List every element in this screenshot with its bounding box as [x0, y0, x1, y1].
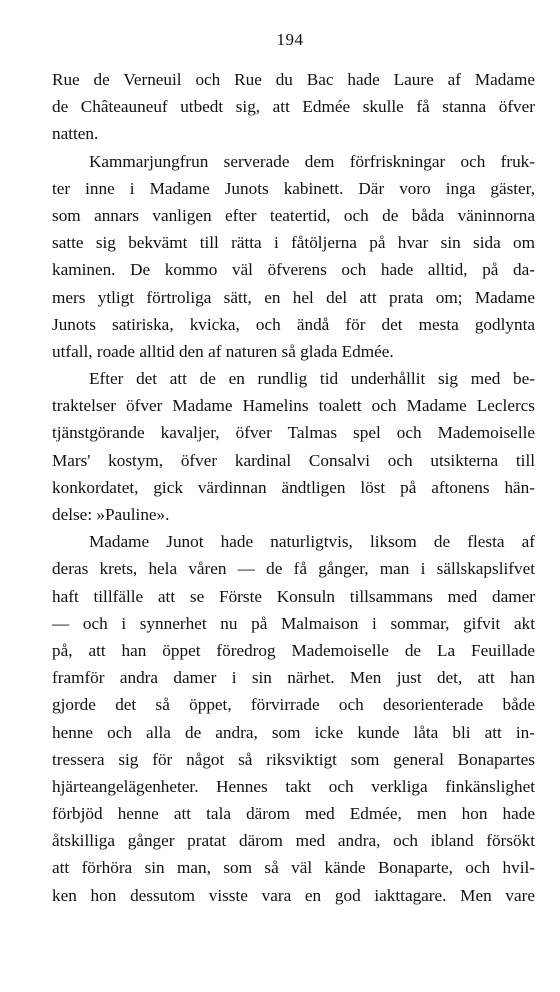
text-line: framför andra damer i sin närhet. Men just det, att han: [52, 668, 535, 688]
text-line: tjänstgörande kavaljer, öfver Talmas spel och Mademoiselle: [52, 423, 535, 443]
body-text: [52, 66, 535, 909]
text-line: Junots satiriska, kvicka, och ändå för det mesta godlynta: [52, 314, 535, 334]
text-line: Kammarjungfrun serverade dem förfriskningar och fruk-: [89, 151, 535, 171]
text-line: mers ytligt förtroliga sätt, en hel del att prata om; Madame: [52, 287, 535, 307]
text-line: som annars vanligen efter teatertid, och de båda väninnorna: [52, 205, 535, 225]
text-line: hjärteangelägenheter. Hennes takt och verkliga finkänslighet: [52, 776, 535, 796]
text-line: traktelser öfver Madame Hamelins toalett och Madame Leclercs: [52, 396, 535, 416]
text-line: — och i synnerhet nu på Malmaison i sommar, gifvit akt: [52, 613, 535, 633]
text-line: utfall, roade alltid den af naturen så glada Edmée.: [52, 341, 394, 361]
text-line: på, att han öppet föredrog Mademoiselle de La Feuillade: [52, 640, 535, 660]
text-line: de Châteauneuf utbedt sig, att Edmée skulle få stanna öfver: [52, 97, 535, 117]
text-line: Mars' kostym, öfver kardinal Consalvi och utsikterna till: [52, 450, 535, 470]
text-line: att förhöra sin man, som så väl kände Bonaparte, och hvil-: [52, 858, 535, 878]
text-line: åtskilliga gånger pratat därom med andra, och ibland försökt: [52, 831, 535, 851]
text-line: satte sig bekvämt till rätta i fåtöljerna på hvar sin sida om: [52, 233, 535, 253]
text-line: Rue de Verneuil och Rue du Bac hade Laure af Madame: [52, 70, 535, 89]
text-line: förbjöd henne att tala därom med Edmée, men hon hade: [52, 804, 535, 824]
text-line: ken hon dessutom visste vara en god iakttagare. Men vare: [52, 885, 535, 905]
text-line: tressera sig för något så riksviktigt som general Bonapartes: [52, 749, 535, 769]
text-line: natten.: [52, 124, 99, 144]
text-line: Efter det att de en rundlig tid underhållit sig med be-: [89, 369, 535, 389]
text-line: ter inne i Madame Junots kabinett. Där voro inga gäster,: [52, 178, 535, 198]
text-line: kaminen. De kommo väl öfverens och hade alltid, på da-: [52, 260, 535, 280]
text-line: henne och alla de andra, som icke kunde låta bli att in-: [52, 722, 535, 742]
text-line: delse: »Pauline».: [52, 505, 170, 524]
text-line: haft tillfälle att se Förste Konsuln tillsammans med damer: [52, 586, 535, 606]
text-line: deras krets, hela våren — de få gånger, man i sällskapslifvet: [52, 559, 535, 579]
text-line: gjorde det så öppet, förvirrade och desorienterade både: [52, 695, 535, 715]
text-line: Madame Junot hade naturligtvis, liksom de flesta af: [89, 532, 535, 552]
page-number: 194: [276, 30, 304, 49]
text-line: konkordatet, gick värdinnan ändtligen löst på aftonens hän-: [52, 477, 535, 497]
